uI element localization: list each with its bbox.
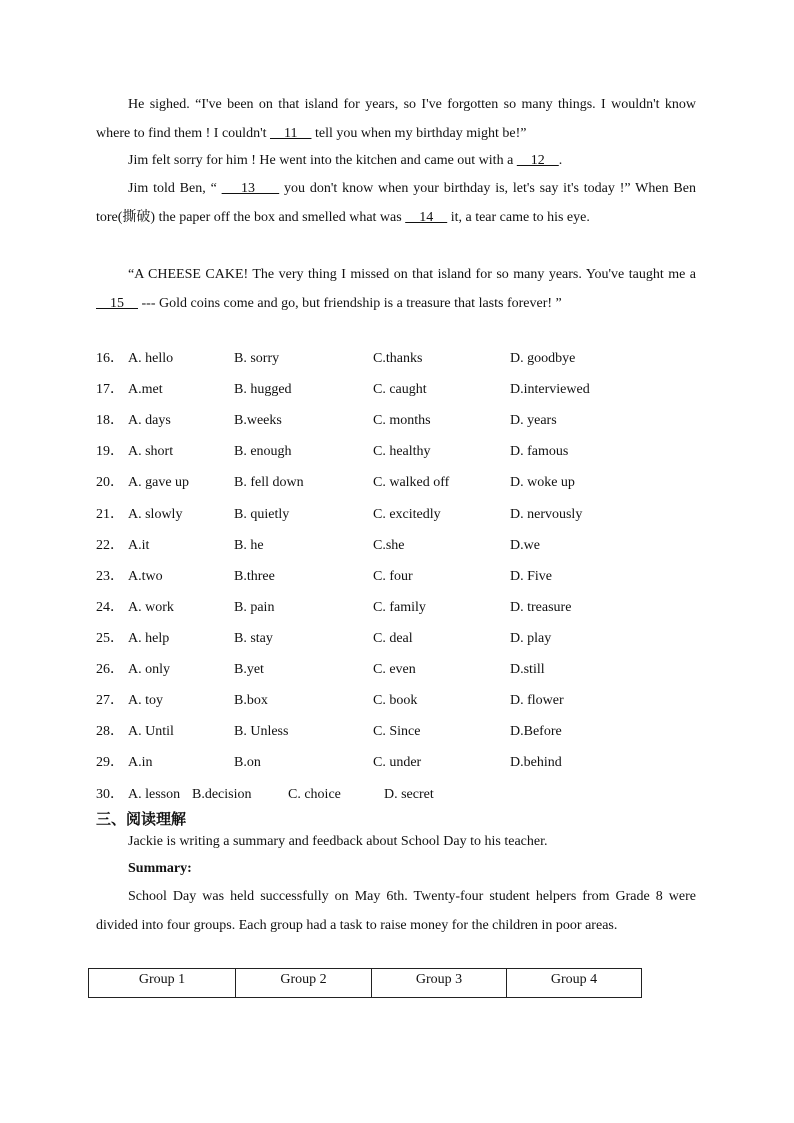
option-c: C. choice xyxy=(288,787,341,802)
option-row xyxy=(96,441,716,463)
option-b: B. he xyxy=(234,537,264,553)
option-d: D. treasure xyxy=(510,599,572,615)
option-d: D.behind xyxy=(510,755,562,771)
option-b: B.yet xyxy=(234,662,264,677)
question-number: 17． xyxy=(96,382,124,398)
option-row xyxy=(96,348,716,370)
option-c: C. months xyxy=(373,413,431,429)
option-c: C. book xyxy=(373,693,418,709)
passage-text: He sighed. “I've been on that island for years, so I've forgotten so many things. I wouldn't know where to find them ! I couldn't xyxy=(96,97,696,141)
option-row xyxy=(96,472,716,494)
option-c: C. deal xyxy=(373,630,413,646)
option-row xyxy=(96,410,716,432)
option-row xyxy=(96,690,716,712)
passage-text: . xyxy=(558,153,563,168)
option-c: C. even xyxy=(373,662,416,677)
passage-paragraph-3 xyxy=(96,175,696,232)
option-row xyxy=(96,504,716,526)
option-a: A. toy xyxy=(128,693,163,709)
passage-paragraph-1 xyxy=(96,91,696,148)
question-number: 19． xyxy=(96,444,124,460)
table-header-cell: Group 3 xyxy=(372,969,507,998)
question-number: 29． xyxy=(96,755,124,771)
option-b: B.three xyxy=(234,568,275,584)
option-b: B. stay xyxy=(234,630,273,646)
option-d: D. play xyxy=(510,630,552,646)
passage-text: “A CHEESE CAKE! The very thing I missed on that island for so many years. You've taught me a xyxy=(128,267,696,282)
blank-15: 15 xyxy=(96,295,138,311)
blank-12: 12 xyxy=(516,153,559,168)
question-number: 27． xyxy=(96,693,124,709)
option-row xyxy=(96,597,716,619)
table-row xyxy=(89,969,642,998)
option-d: D. Five xyxy=(510,568,552,584)
option-c: C.thanks xyxy=(373,351,423,366)
option-a: A.met xyxy=(128,382,163,398)
summary-label: Summary: xyxy=(128,861,192,876)
option-a: A.it xyxy=(128,537,150,553)
option-c: C. four xyxy=(373,568,413,584)
option-a: A.two xyxy=(128,568,163,584)
question-number: 22． xyxy=(96,537,124,553)
blank-11: 11 xyxy=(269,125,312,141)
summary-text: School Day was held successfully on May 6th. Twenty-four student helpers from Grade 8 were divided into four groups. Each group had a task to raise money for the children in poor areas. xyxy=(96,889,696,933)
option-c: C. healthy xyxy=(373,444,431,460)
passage-paragraph-4 xyxy=(96,261,696,318)
option-b: B. enough xyxy=(234,444,292,460)
question-number: 28． xyxy=(96,724,124,740)
option-d: D. goodbye xyxy=(510,351,576,366)
option-d: D.we xyxy=(510,537,540,553)
option-row xyxy=(96,535,716,557)
option-a: A. gave up xyxy=(128,475,190,491)
option-d: D. secret xyxy=(384,787,434,802)
option-row xyxy=(96,379,716,401)
option-row xyxy=(96,752,716,774)
blank-14: 14 xyxy=(405,209,448,225)
option-b: B.on xyxy=(234,755,261,771)
passage-text: Jim felt sorry for him ! He went into the kitchen and came out with a xyxy=(128,153,517,168)
option-d: D.interviewed xyxy=(510,382,590,398)
option-a: A. help xyxy=(128,630,170,646)
option-a: A. work xyxy=(128,599,174,615)
option-b: B. sorry xyxy=(234,351,280,366)
option-d: D. years xyxy=(510,413,557,429)
option-b: B. hugged xyxy=(234,382,292,398)
option-c: C. caught xyxy=(373,382,427,398)
question-number: 25． xyxy=(96,630,124,646)
question-number: 26． xyxy=(96,662,124,677)
option-a: A. slowly xyxy=(128,506,183,522)
groups-table xyxy=(88,968,642,998)
blank-13: 13 xyxy=(221,181,280,196)
option-row xyxy=(96,628,716,650)
option-a: A. days xyxy=(128,413,171,429)
question-number: 20． xyxy=(96,475,124,491)
option-row xyxy=(96,659,716,681)
option-d: D.Before xyxy=(510,724,562,740)
option-a: A. only xyxy=(128,662,170,677)
question-number: 24． xyxy=(96,599,124,615)
option-row-30 xyxy=(96,784,716,806)
option-b: B.decision xyxy=(192,787,252,802)
option-b: B.box xyxy=(234,693,268,709)
option-d: D. flower xyxy=(510,693,564,709)
question-number: 30． xyxy=(96,787,124,802)
option-a: A. lesson xyxy=(128,787,181,802)
passage-text: Jim told Ben, “ xyxy=(128,181,222,196)
option-row xyxy=(96,721,716,743)
question-number: 21． xyxy=(96,506,124,522)
option-d: D. woke up xyxy=(510,475,575,491)
option-d: D. nervously xyxy=(510,506,583,522)
option-b: B. quietly xyxy=(234,506,290,522)
option-d: D.still xyxy=(510,662,545,677)
section-title: 三、阅读理解 xyxy=(96,810,187,828)
option-c: C. family xyxy=(373,599,426,615)
option-c: C. walked off xyxy=(373,475,450,491)
passage-text: --- Gold coins come and go, but friendship is a treasure that lasts forever! ” xyxy=(138,295,562,311)
option-b: B. fell down xyxy=(234,475,304,491)
option-c: C. under xyxy=(373,755,422,771)
option-row xyxy=(96,566,716,588)
passage-text: tell you when my birthday might be!” xyxy=(311,125,527,141)
option-a: A.in xyxy=(128,755,153,771)
option-a: A. short xyxy=(128,444,174,460)
option-b: B. Unless xyxy=(234,724,289,740)
option-c: C. excitedly xyxy=(373,506,441,522)
question-number: 18． xyxy=(96,413,124,429)
passage-text: you don't know when your birthday is, let's say it's today !” When Ben tore(撕破) the paper off the box and smelled what was xyxy=(96,181,696,225)
option-b: B.weeks xyxy=(234,413,282,429)
option-b: B. pain xyxy=(234,599,275,615)
table-header-cell: Group 2 xyxy=(236,969,372,998)
passage-paragraph-2 xyxy=(96,147,696,176)
option-d: D. famous xyxy=(510,444,569,460)
section-intro: Jackie is writing a summary and feedback about School Day to his teacher. xyxy=(128,834,548,849)
option-a: A. Until xyxy=(128,724,174,740)
question-number: 23． xyxy=(96,568,124,584)
option-c: C.she xyxy=(373,537,405,553)
table-header-cell: Group 1 xyxy=(89,969,236,998)
table-header-cell: Group 4 xyxy=(507,969,642,998)
option-a: A. hello xyxy=(128,351,174,366)
question-number: 16． xyxy=(96,351,124,366)
passage-text: it, a tear came to his eye. xyxy=(447,209,590,225)
option-c: C. Since xyxy=(373,724,421,740)
